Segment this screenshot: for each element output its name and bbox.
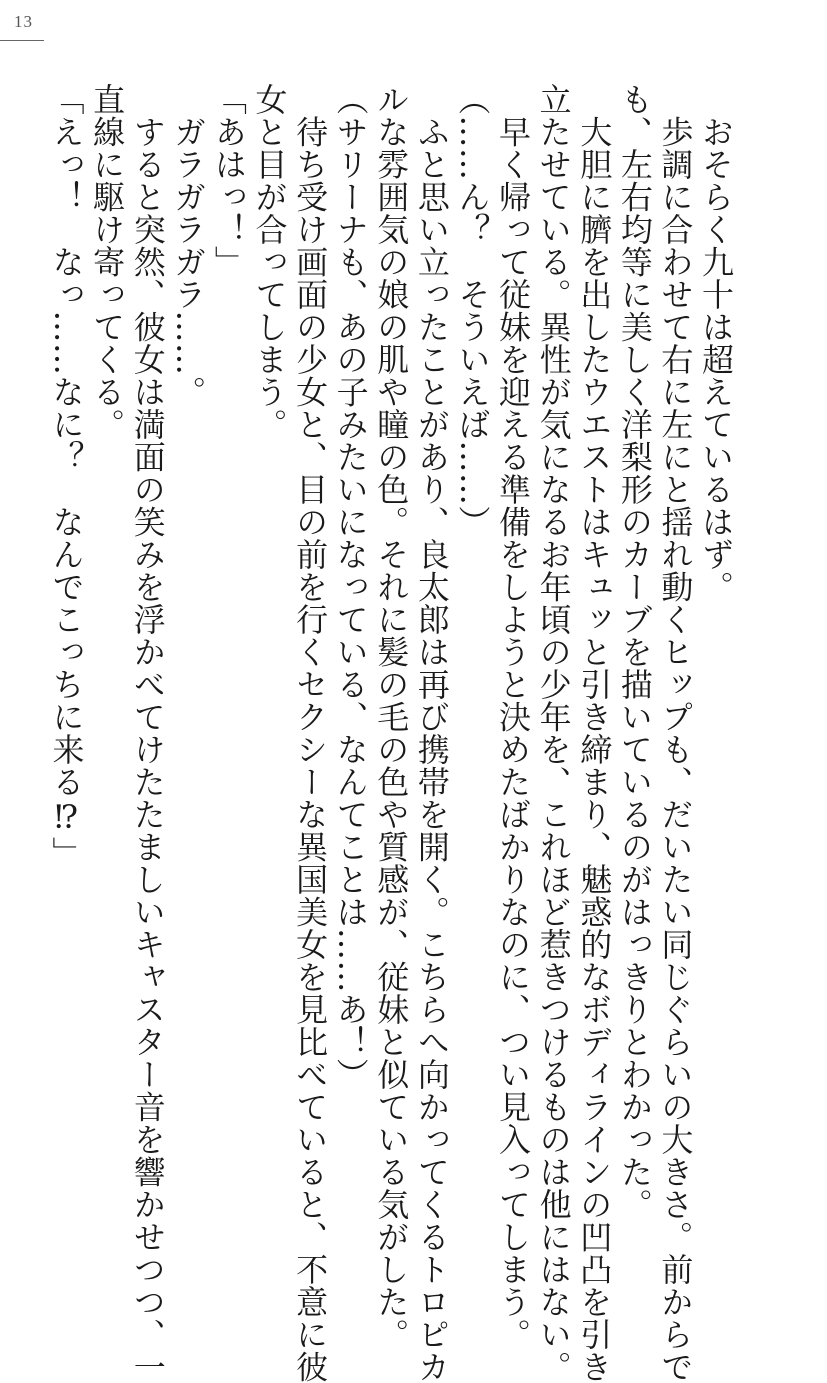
text-line: 「えっ！ なっ……なに？ なんでこっちに来る⁉」 <box>47 83 86 869</box>
page-number: 13 <box>14 12 33 31</box>
text-line: 女と目が合ってしまう。 <box>250 83 289 441</box>
text-line: 大胆に臍を出したウエストはキュッと引き締まり、魅惑的なボディラインの凹凸を引き <box>575 83 614 1383</box>
text-line: ルな雰囲気の娘の肌や瞳の色。それに髪の毛の色や質感が、従妹と似ている気がした。 <box>372 83 411 1351</box>
text-line: 早く帰って従妹を迎える準備をしようと決めたばかりなのに、つい見入ってしまう。 <box>494 83 533 1351</box>
text-line: （サリーナも、あの子みたいになっている、なんてことは……あ！） <box>331 83 370 1091</box>
text-line: （……ん？ そういえば……） <box>453 83 492 538</box>
text-line: 歩調に合わせて右に左にと揺れ動くヒップも、だいたい同じぐらいの大きさ。前からで <box>656 83 695 1383</box>
text-line: 待ち受け画面の少女と、目の前を行くセクシーな異国美女を見比べていると、不意に彼 <box>291 83 330 1383</box>
text-line: 直線に駆け寄ってくる。 <box>88 83 127 441</box>
text-line: 立たせている。異性が気になるお年頃の少年を、これほど惹きつけるものは他にはない。 <box>534 83 573 1383</box>
text-line: おそらく九十は超えているはず。 <box>697 83 735 603</box>
text-line: ガラガラガラ……。 <box>169 83 208 408</box>
text-line: も、左右均等に美しく洋梨形のカーブを描いているのがはっきりとわかった。 <box>615 83 654 1221</box>
text-line: 「あはっ！」 <box>209 83 248 278</box>
page-number-rule <box>0 40 44 41</box>
vertical-text-body <box>47 83 736 1383</box>
text-line: ふと思い立ったことがあり、良太郎は再び携帯を開く。こちらへ向かってくるトロピカ <box>412 83 451 1383</box>
text-line: すると突然、彼女は満面の笑みを浮かべてけたたましいキャスター音を響かせつつ、一 <box>128 83 167 1383</box>
